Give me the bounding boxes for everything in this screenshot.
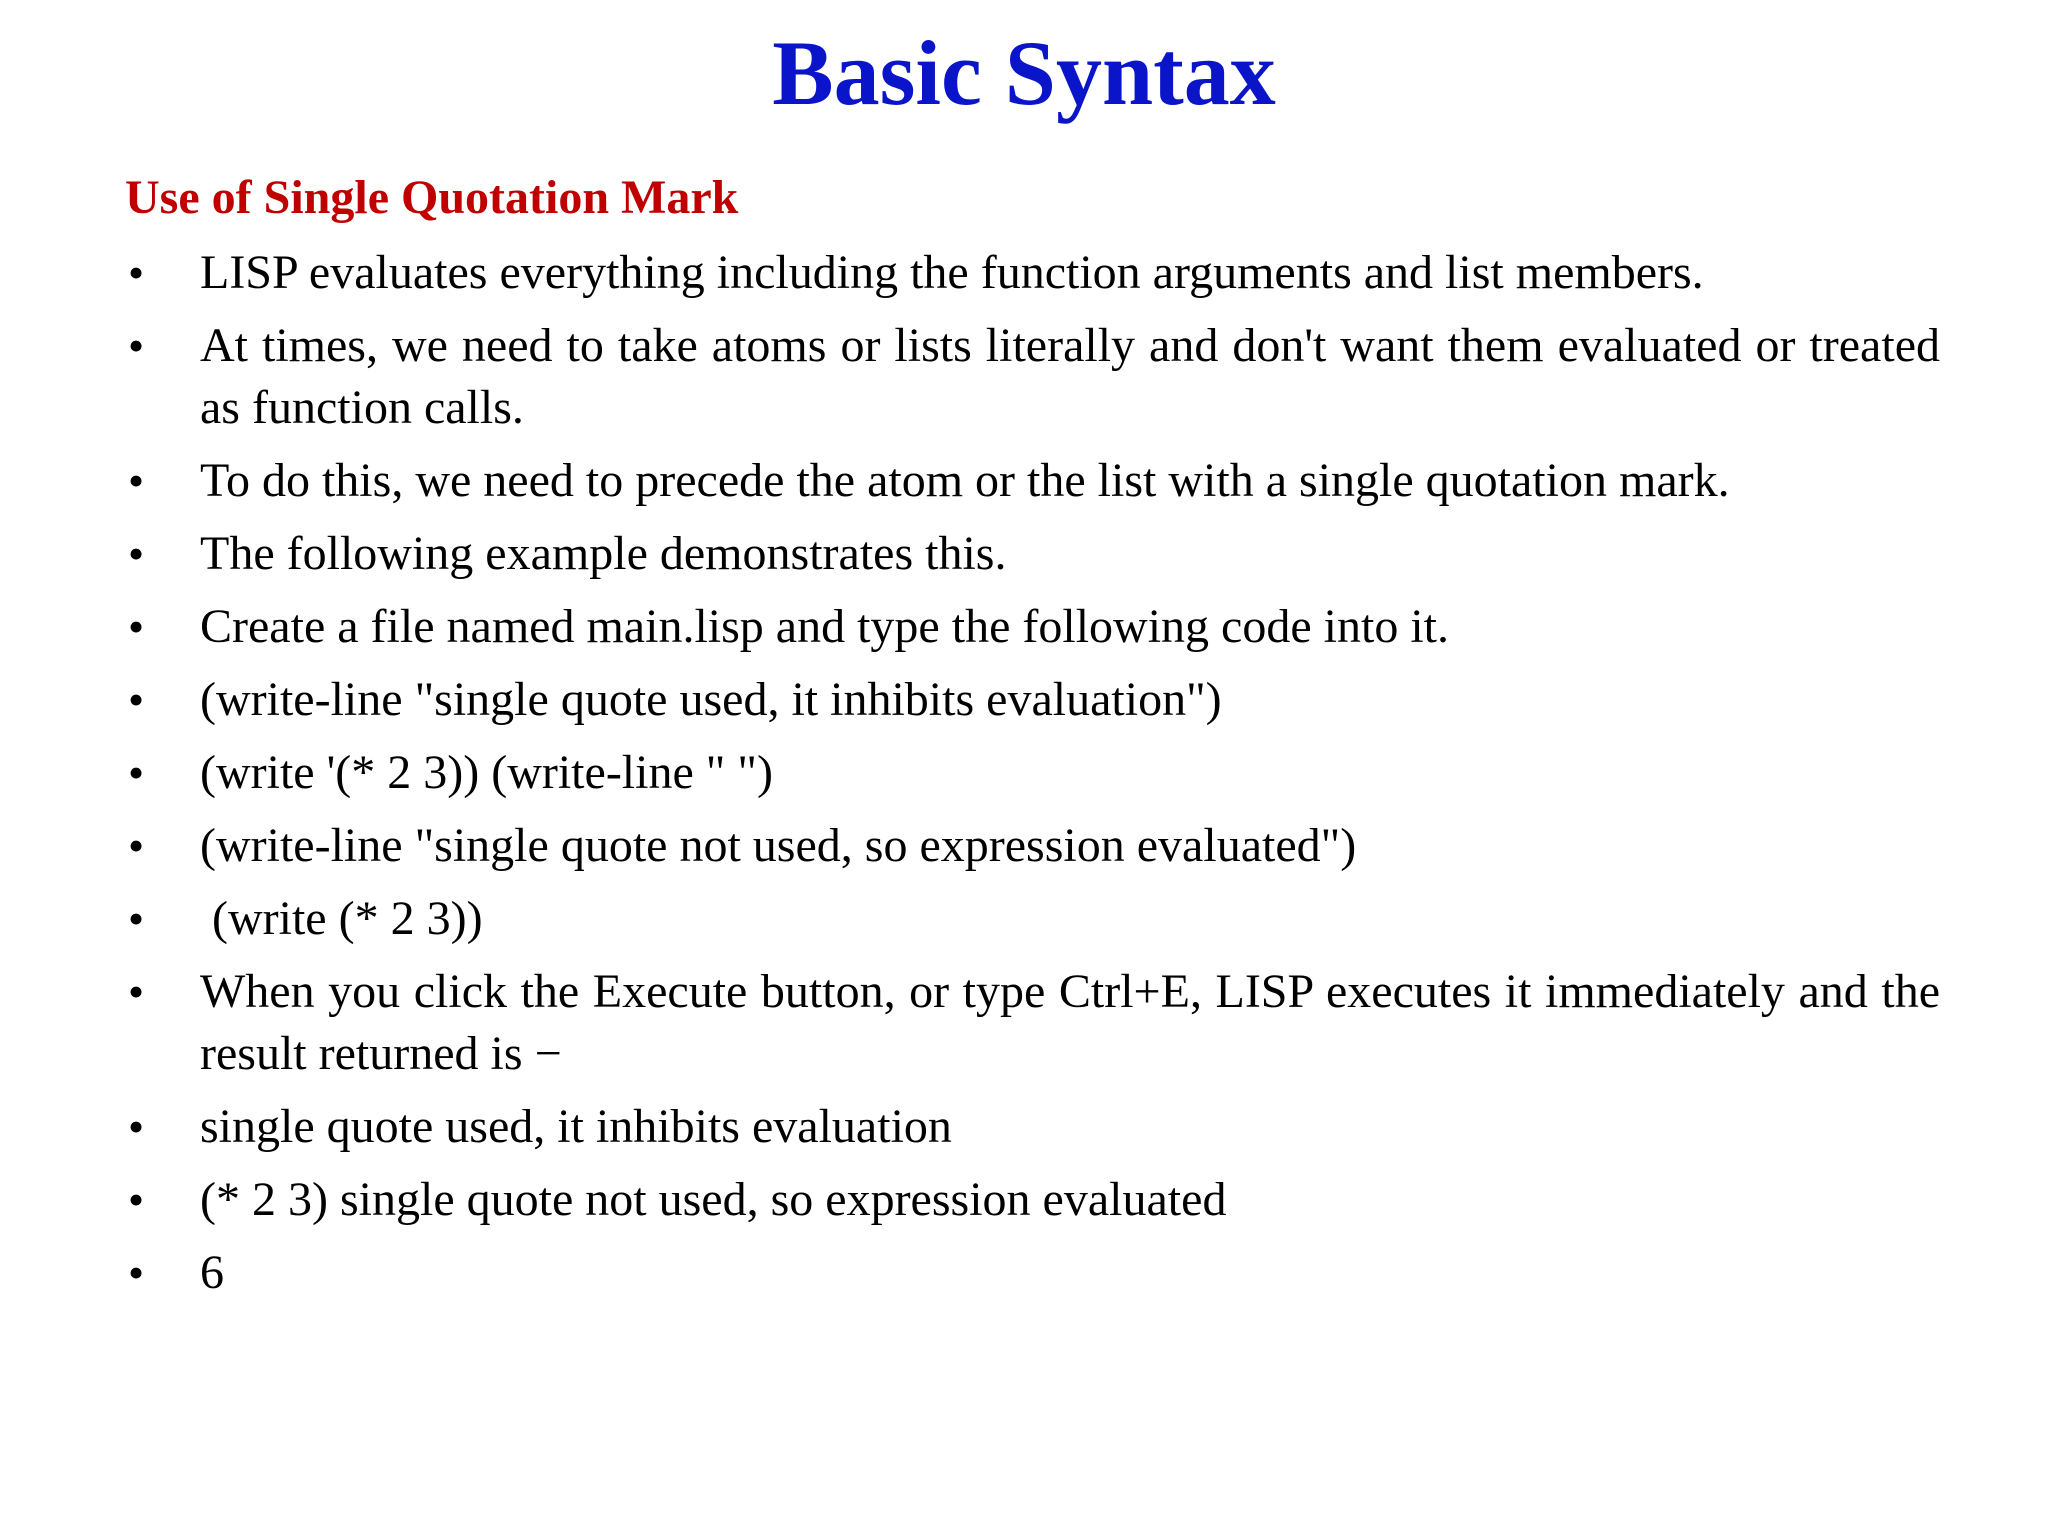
bullet-item bbox=[0, 596, 1940, 658]
bullet-text: (write-line "single quote used, it inhibits evaluation") bbox=[200, 673, 1222, 726]
bullet-text: When you click the Execute button, or type Ctrl+E, LISP executes it immediately and the result returned is − bbox=[200, 965, 1940, 1080]
bullet-text: single quote used, it inhibits evaluation bbox=[200, 1100, 952, 1153]
bullet-text: Create a file named main.lisp and type the following code into it. bbox=[200, 600, 1449, 653]
bullet-item bbox=[0, 1096, 1940, 1158]
bullet-dot-icon: • bbox=[128, 528, 145, 579]
bullet-item bbox=[0, 669, 1940, 731]
bullet-item bbox=[0, 961, 1940, 1085]
bullet-dot-icon: • bbox=[128, 1174, 145, 1225]
bullet-text: (write (* 2 3)) bbox=[200, 892, 483, 945]
section-heading: Use of Single Quotation Mark bbox=[125, 171, 739, 224]
bullet-text: 6 bbox=[200, 1246, 224, 1299]
bullet-dot-icon: • bbox=[128, 893, 145, 944]
bullet-list bbox=[0, 242, 2048, 1315]
bullet-dot-icon: • bbox=[128, 966, 145, 1017]
bullet-dot-icon: • bbox=[128, 601, 145, 652]
bullet-item bbox=[0, 315, 1940, 439]
bullet-item bbox=[0, 742, 1940, 804]
bullet-item bbox=[0, 1242, 1940, 1304]
bullet-item bbox=[0, 815, 1940, 877]
bullet-dot-icon: • bbox=[128, 1247, 145, 1298]
bullet-item bbox=[0, 450, 1940, 512]
bullet-dot-icon: • bbox=[128, 320, 145, 371]
bullet-dot-icon: • bbox=[128, 674, 145, 725]
bullet-dot-icon: • bbox=[128, 1101, 145, 1152]
bullet-text: (* 2 3) single quote not used, so expression evaluated bbox=[200, 1173, 1227, 1226]
bullet-text: LISP evaluates everything including the function arguments and list members. bbox=[200, 246, 1704, 299]
bullet-text: The following example demonstrates this. bbox=[200, 527, 1007, 580]
bullet-item bbox=[0, 523, 1940, 585]
bullet-item bbox=[0, 888, 1940, 950]
bullet-dot-icon: • bbox=[128, 820, 145, 871]
slide-title: Basic Syntax bbox=[772, 22, 1276, 124]
bullet-text: (write '(* 2 3)) (write-line " ") bbox=[200, 746, 773, 799]
bullet-text: To do this, we need to precede the atom or the list with a single quotation mark. bbox=[200, 454, 1730, 507]
bullet-dot-icon: • bbox=[128, 247, 145, 298]
bullet-dot-icon: • bbox=[128, 455, 145, 506]
bullet-item bbox=[0, 1169, 1940, 1231]
bullet-text: (write-line "single quote not used, so expression evaluated") bbox=[200, 819, 1357, 872]
bullet-text: At times, we need to take atoms or lists literally and don't want them evaluated or treated as function calls. bbox=[200, 319, 1940, 434]
bullet-item bbox=[0, 242, 1940, 304]
bullet-dot-icon: • bbox=[128, 747, 145, 798]
